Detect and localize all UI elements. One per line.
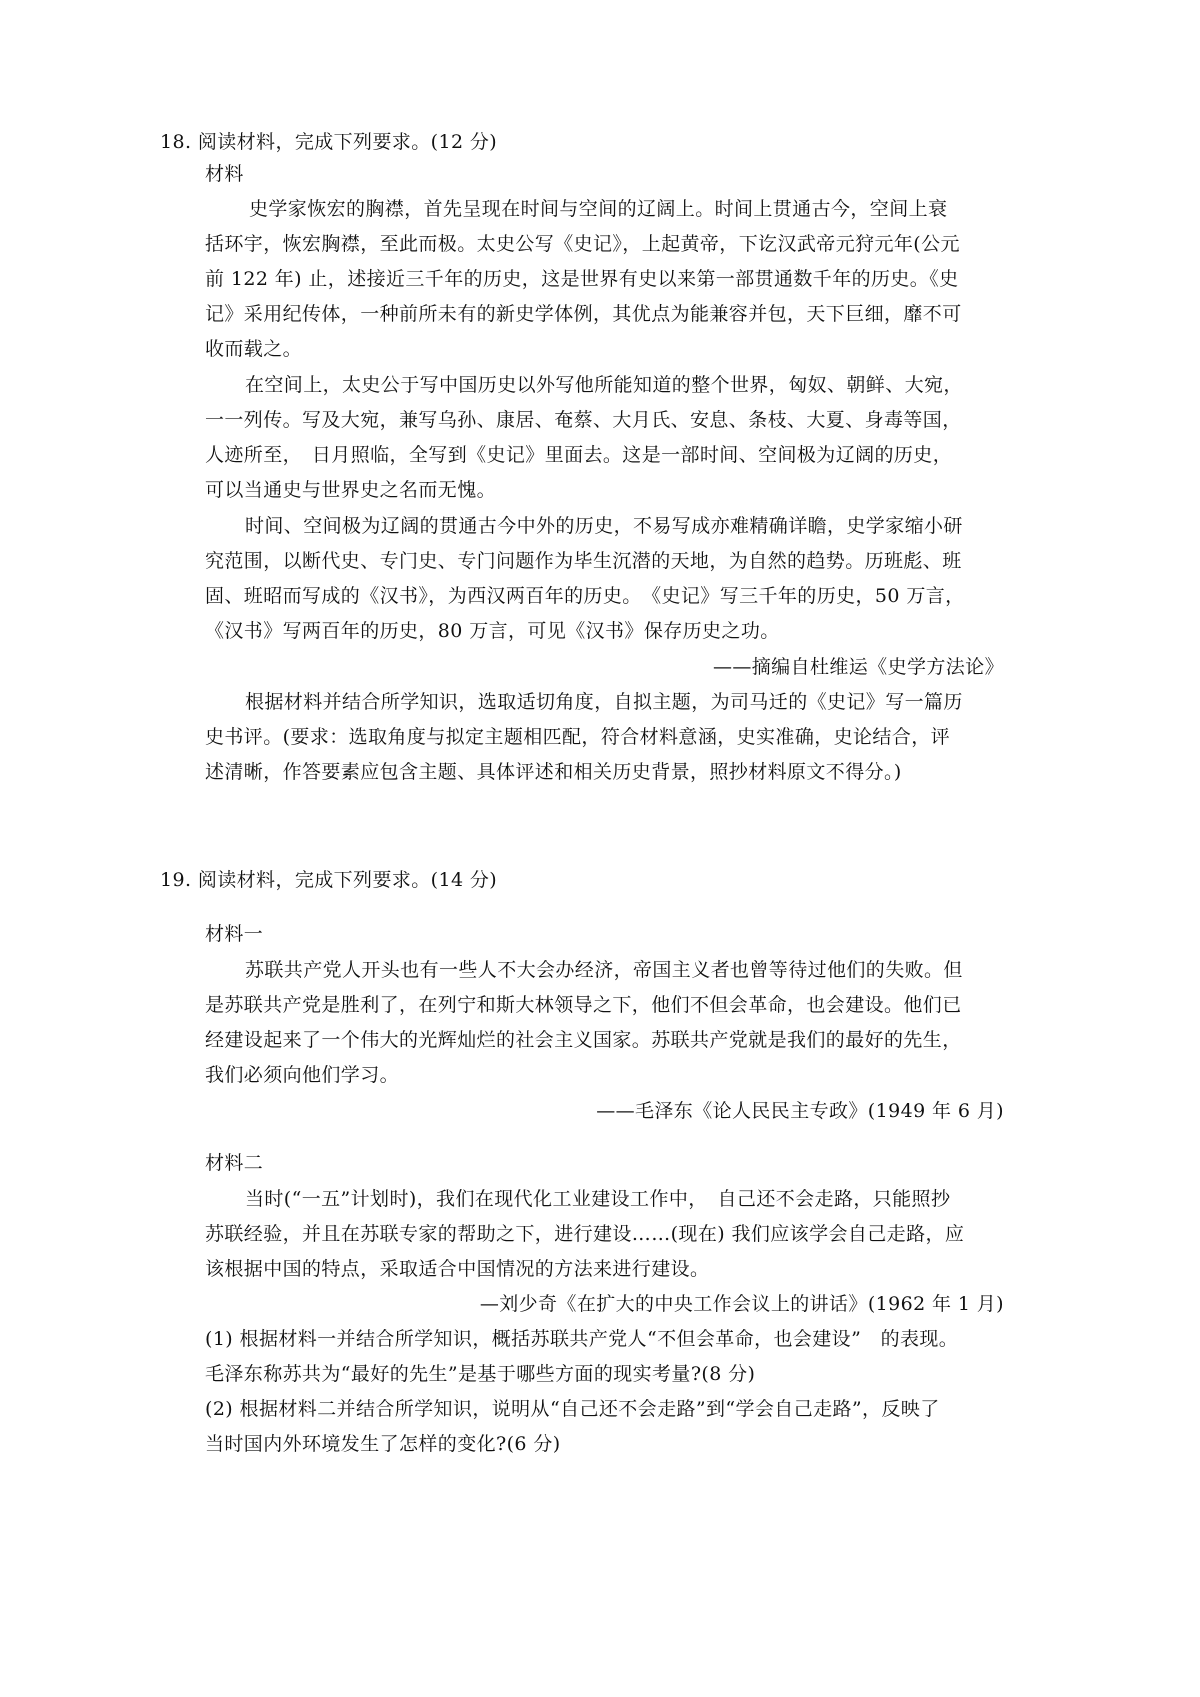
q19-material-2-line: 苏联经验，并且在苏联专家的帮助之下，进行建设……(现在) 我们应该学会自己走路，应 (205, 1223, 965, 1245)
q19-material-2-line: 该根据中国的特点，采取适合中国情况的方法来进行建设。 (205, 1258, 710, 1280)
q19-question-line: (2) 根据材料二并结合所学知识，说明从“自己还不会走路”到“学会自己走路”，反映了 (205, 1398, 940, 1420)
q18-material-line: 在空间上，太史公于写中国历史以外写他所能知道的整个世界，匈奴、朝鲜、大宛， (245, 374, 963, 396)
q18-material-line: 人迹所至， 日月照临，全写到《史记》里面去。这是一部时间、空间极为辽阔的历史， (205, 444, 953, 466)
q19-question-line: 毛泽东称苏共为“最好的先生”是基于哪些方面的现实考量?(8 分) (205, 1363, 756, 1385)
q19-material-2-source: —刘少奇《在扩大的中央工作会议上的讲话》(1962 年 1 月) (479, 1293, 1004, 1315)
q19-material-1-line: 是苏联共产党是胜利了，在列宁和斯大林领导之下，他们不但会革命，也会建设。他们已 (205, 994, 962, 1016)
q18-material-line: 前 122 年) 止，述接近三千年的历史，这是世界有史以来第一部贯通数千年的历史。《史 (205, 268, 959, 290)
q18-task-line: 述清晰，作答要素应包含主题、具体评述和相关历史背景，照抄材料原文不得分。) (205, 761, 902, 783)
q18-material-line: 一一列传。写及大宛，兼写乌孙、康居、奄蔡、大月氏、安息、条枝、大夏、身毒等国， (205, 409, 962, 431)
q19-material-1-line: 苏联共产党人开头也有一些人不大会办经济，帝国主义者也曾等待过他们的失败。但 (245, 959, 963, 981)
q19-material-1-line: 经建设起来了一个伟大的光辉灿烂的社会主义国家。苏联共产党就是我们的最好的先生， (205, 1029, 962, 1051)
q19-material-1-line: 我们必须向他们学习。 (205, 1064, 400, 1086)
question-18-stem: 18. 阅读材料，完成下列要求。(12 分) (160, 131, 498, 153)
q19-material-1-label: 材料一 (205, 923, 264, 945)
q18-material-label: 材料 (205, 163, 244, 185)
q18-source-citation: ——摘编自杜维运《史学方法论》 (712, 656, 1004, 678)
q18-material-line: 括环宇，恢宏胸襟，至此而极。太史公写《史记》，上起黄帝，下讫汉武帝元狩元年(公元 (205, 233, 960, 255)
q19-material-2-label: 材料二 (205, 1152, 264, 1174)
q18-material-line: 《汉书》写两百年的历史，80 万言，可见《汉书》保存历史之功。 (205, 620, 780, 642)
q19-question-line: 当时国内外环境发生了怎样的变化?(6 分) (205, 1433, 561, 1455)
q18-material-line: 究范围，以断代史、专门史、专门问题作为毕生沉潜的天地，为自然的趋势。历班彪、班 (205, 550, 962, 572)
q18-material-line: 史学家恢宏的胸襟，首先呈现在时间与空间的辽阔上。时间上贯通古今，空间上衰 (249, 198, 948, 220)
q19-material-1-source: ——毛泽东《论人民民主专政》(1949 年 6 月) (596, 1100, 1004, 1122)
question-19-stem: 19. 阅读材料，完成下列要求。(14 分) (160, 869, 498, 891)
q19-question-line: (1) 根据材料一并结合所学知识，概括苏联共产党人“不但会革命，也会建设” 的表现。 (205, 1328, 959, 1350)
q18-material-line: 记》采用纪传体，一种前所未有的新史学体例，其优点为能兼容并包，天下巨细，靡不可 (205, 303, 962, 325)
q18-material-line: 固、班昭而写成的《汉书》，为西汉两百年的历史。 《史记》写三千年的历史，50 万言， (205, 585, 965, 607)
q18-material-line: 时间、空间极为辽阔的贯通古今中外的历史，不易写成亦难精确详瞻，史学家缩小研 (245, 515, 963, 537)
q19-material-2-line: 当时(“一五”计划时)，我们在现代化工业建设工作中， 自己还不会走路，只能照抄 (245, 1188, 951, 1210)
q18-task-line: 史书评。(要求：选取角度与拟定主题相匹配，符合材料意涵，史实准确，史论结合，评 (205, 726, 951, 748)
q18-task-line: 根据材料并结合所学知识，选取适切角度，自拟主题，为司马迁的《史记》写一篇历 (245, 691, 963, 713)
q18-material-line: 可以当通史与世界史之名而无愧。 (205, 479, 497, 501)
q18-material-line: 收而载之。 (205, 338, 303, 360)
